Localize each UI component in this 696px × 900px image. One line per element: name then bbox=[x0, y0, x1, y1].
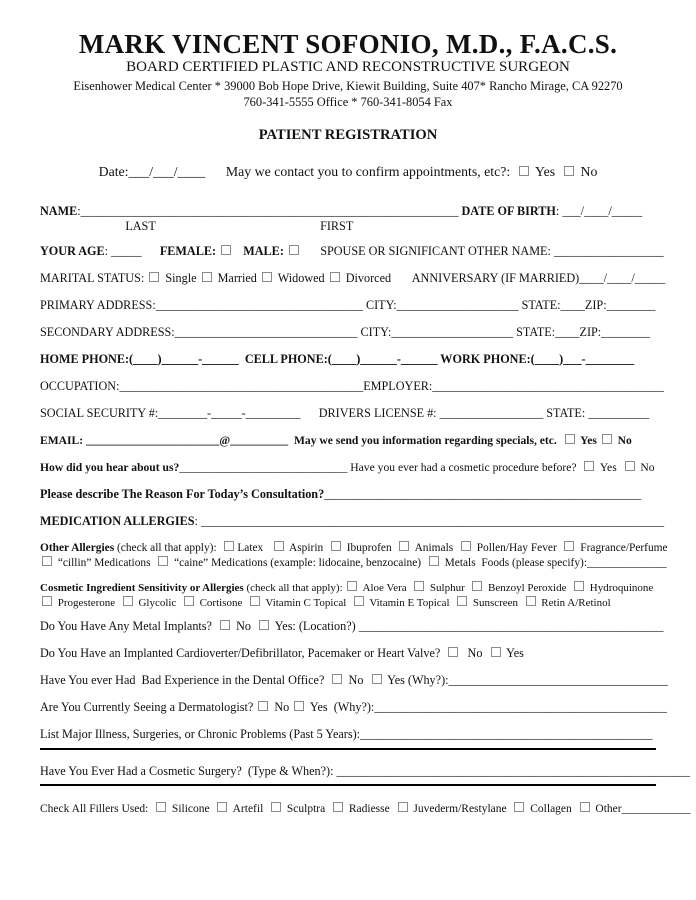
row-primary-address-text-2: CITY: bbox=[362, 298, 397, 312]
row-marital-status-text-12: / bbox=[631, 271, 635, 285]
checkbox-cardio-yes[interactable] bbox=[491, 647, 501, 657]
checkbox-metal-implants-no[interactable] bbox=[220, 620, 230, 630]
row-secondary-address bbox=[40, 325, 656, 340]
checkbox-specials-yes[interactable] bbox=[565, 434, 575, 444]
row-metal-implants bbox=[40, 619, 664, 634]
row-how-hear-blank-1[interactable]: _____________________________ bbox=[179, 461, 348, 474]
row-ssn-text-0: SOCIAL SECURITY #: bbox=[40, 406, 159, 420]
row-medication-allergies-blank-2[interactable]: ____________________________________________________________________________ bbox=[200, 514, 665, 528]
row-name-label-0: NAME bbox=[40, 204, 78, 218]
checkbox-cosmetic-before-no[interactable] bbox=[625, 461, 635, 471]
row-primary-address bbox=[40, 298, 656, 313]
row-your-age-label-0: YOUR AGE bbox=[40, 244, 105, 258]
row-secondary-address-text-2: CITY: bbox=[357, 325, 392, 339]
row-primary-address-blank-5[interactable]: ____ bbox=[560, 298, 585, 312]
row-cosmetic-surgery bbox=[40, 764, 690, 779]
row-cosmetic-allergies-2 bbox=[40, 596, 656, 610]
row-home-phone-text-10: - bbox=[396, 352, 401, 366]
row-other-allergies-1-text-5: Aspirin bbox=[286, 542, 329, 554]
row-your-age-text-9: SPOUSE OR SIGNIFICANT OTHER NAME: bbox=[301, 244, 554, 258]
row-name-blank-10[interactable]: _____ bbox=[611, 204, 643, 218]
row-how-hear-text-4: Yes bbox=[597, 461, 623, 474]
row-ssn-blank-1[interactable]: ________ bbox=[158, 406, 208, 420]
divider-bottom bbox=[40, 784, 656, 786]
row-cosmetic-allergies-1-text-1: (check all that apply): bbox=[243, 582, 346, 594]
row-other-allergies-2-text-3: “caine” Medications (example: lidocaine, benzocaine) bbox=[171, 557, 427, 569]
row-consultation-reason-blank-1[interactable]: ____________________________________________________ bbox=[324, 487, 642, 501]
row-primary-address-text-4: STATE: bbox=[518, 298, 561, 312]
checkbox-derm-no[interactable] bbox=[258, 701, 268, 711]
row-major-illness-text-0: List Major Illness, Surgeries, or Chronic Problems (Past 5 Years): bbox=[40, 727, 361, 741]
row-fillers bbox=[40, 802, 691, 816]
row-email-text-8: No bbox=[614, 434, 632, 447]
form-title: PATIENT REGISTRATION bbox=[258, 127, 438, 143]
row-home-phone-blank-17[interactable]: ________ bbox=[585, 352, 635, 366]
row-marital-status bbox=[40, 271, 666, 286]
row-name-blank-2[interactable]: ______________________________________________________________ bbox=[80, 204, 459, 218]
row-secondary-address-blank-3[interactable]: ____________________ bbox=[391, 325, 514, 339]
checkbox-single[interactable] bbox=[149, 272, 159, 282]
checkbox-silicone[interactable] bbox=[156, 802, 166, 812]
row-other-allergies-1 bbox=[40, 541, 668, 555]
doctor-credentials: BOARD CERTIFIED PLASTIC AND RECONSTRUCTIVE SURGEON bbox=[126, 59, 570, 75]
row-other-allergies-2-blank-6[interactable]: ______________ bbox=[586, 557, 667, 569]
row-name-sublabels bbox=[40, 219, 656, 234]
checkbox-female[interactable] bbox=[221, 245, 231, 255]
row-other-allergies-1-text-13: Fragrance/Perfume bbox=[577, 542, 668, 554]
row-marital-status-text-10: / bbox=[603, 271, 607, 285]
row-how-hear-label-0: How did you hear about us? bbox=[40, 461, 180, 474]
checkbox-married[interactable] bbox=[202, 272, 212, 282]
row-home-phone-blank-11[interactable]: ______ bbox=[400, 352, 438, 366]
row-home-phone-blank-3[interactable]: ______ bbox=[161, 352, 199, 366]
row-date-contact-blank-3[interactable]: ___ bbox=[153, 164, 174, 179]
row-fillers-text-10: Juvederm/Restylane bbox=[410, 803, 513, 815]
row-cardioverter-text-2: No bbox=[461, 646, 489, 660]
row-home-phone bbox=[40, 352, 656, 367]
row-date-contact-text-2: / bbox=[149, 164, 154, 179]
row-consultation-reason bbox=[40, 487, 656, 502]
row-your-age bbox=[40, 244, 664, 259]
checkbox-specials-no[interactable] bbox=[602, 434, 612, 444]
row-cosmetic-allergies-2-text-9: Vitamin E Topical bbox=[366, 597, 456, 609]
checkbox-retin-a-retinol[interactable] bbox=[526, 596, 536, 606]
row-your-age-text-1: : bbox=[104, 244, 112, 258]
checkbox-sunscreen[interactable] bbox=[457, 596, 467, 606]
checkbox-filler-other[interactable] bbox=[580, 802, 590, 812]
row-ssn-blank-7[interactable]: _________________ bbox=[439, 406, 544, 420]
row-home-phone-text-2: ) bbox=[157, 352, 162, 366]
row-name-text-1: : bbox=[77, 204, 81, 218]
row-ssn-text-6: DRIVERS LICENSE #: bbox=[300, 406, 440, 420]
checkbox-hydroquinone[interactable] bbox=[574, 581, 584, 591]
row-cardioverter-text-0: Do You Have an Implanted Cardioverter/Defibrillator, Pacemaker or Heart Valve? bbox=[40, 646, 447, 660]
row-primary-address-text-6: ZIP: bbox=[584, 298, 607, 312]
checkbox-animals[interactable] bbox=[399, 541, 409, 551]
checkbox-contact-no[interactable] bbox=[564, 166, 574, 176]
row-email-blank-1[interactable]: _______________________ bbox=[86, 434, 220, 447]
row-secondary-address-text-4: STATE: bbox=[513, 325, 556, 339]
row-other-allergies-1-text-1: (check all that apply): bbox=[114, 542, 223, 554]
row-home-phone-text-14: ) bbox=[559, 352, 564, 366]
row-marital-status-blank-13[interactable]: _____ bbox=[634, 271, 666, 285]
row-home-phone-blank-15[interactable]: ___ bbox=[563, 352, 582, 366]
row-marital-status-text-6: Widowed bbox=[274, 271, 328, 285]
row-cosmetic-allergies-2-text-13: Retin A/Retinol bbox=[538, 597, 611, 609]
checkbox-contact-yes[interactable] bbox=[519, 166, 529, 176]
row-secondary-address-text-6: ZIP: bbox=[579, 325, 602, 339]
row-metal-implants-blank-5[interactable]: __________________________________________________ bbox=[358, 619, 664, 633]
row-secondary-address-text-0: SECONDARY ADDRESS: bbox=[40, 325, 175, 339]
row-major-illness bbox=[40, 727, 656, 742]
checkbox-vitamin-c-topical[interactable] bbox=[250, 596, 260, 606]
checkbox-divorced[interactable] bbox=[330, 272, 340, 282]
row-your-age-label-7: MALE: bbox=[243, 244, 287, 258]
row-cosmetic-allergies-1-text-3: Aloe Vera bbox=[360, 582, 413, 594]
row-name-sublabels-text-0: LAST FIRST bbox=[40, 219, 354, 233]
row-fillers-text-6: Sculptra bbox=[284, 803, 331, 815]
row-home-phone-blank-13[interactable]: ____ bbox=[534, 352, 560, 366]
row-primary-address-text-0: PRIMARY ADDRESS: bbox=[40, 298, 156, 312]
row-email-text-6: Yes bbox=[577, 434, 600, 447]
row-other-allergies-2-text-1: “cillin” Medications bbox=[55, 557, 157, 569]
row-metal-implants-text-0: Do You Have Any Metal Implants? bbox=[40, 619, 219, 633]
row-occupation-blank-1[interactable]: ________________________________________ bbox=[119, 379, 364, 393]
checkbox-vitamin-e-topical[interactable] bbox=[354, 596, 364, 606]
checkbox-progesterone[interactable] bbox=[42, 596, 52, 606]
row-ssn-blank-5[interactable]: _________ bbox=[245, 406, 301, 420]
checkbox-benzoyl-peroxide[interactable] bbox=[472, 581, 482, 591]
row-dental-experience-text-4: Yes (Why?): bbox=[384, 673, 449, 687]
checkbox-sulphur[interactable] bbox=[414, 581, 424, 591]
row-ssn-text-2: - bbox=[207, 406, 212, 420]
row-home-phone-blank-1[interactable]: ____ bbox=[133, 352, 158, 366]
row-home-phone-text-12: WORK PHONE:( bbox=[437, 352, 535, 366]
row-cardioverter-text-4: Yes bbox=[503, 646, 524, 660]
checkbox-dental-yes[interactable] bbox=[372, 674, 382, 684]
row-marital-status-blank-11[interactable]: ____ bbox=[606, 271, 632, 285]
checkbox-widowed[interactable] bbox=[262, 272, 272, 282]
row-primary-address-blank-7[interactable]: ________ bbox=[606, 298, 656, 312]
row-marital-status-text-4: Married bbox=[214, 271, 260, 285]
row-consultation-reason-label-0: Please describe The Reason For Today’s Consultation? bbox=[40, 487, 325, 501]
row-date-contact-text-0: Date: bbox=[98, 164, 129, 179]
row-cosmetic-allergies-1-text-5: Sulphur bbox=[427, 582, 471, 594]
row-fillers-text-2: Silicone bbox=[169, 803, 216, 815]
row-your-age-label-4: FEMALE: bbox=[159, 244, 220, 258]
row-ssn-text-8: STATE: bbox=[543, 406, 589, 420]
checkbox-juvederm-restylane[interactable] bbox=[398, 802, 408, 812]
row-home-phone-text-4: - bbox=[198, 352, 203, 366]
checkbox-derm-yes[interactable] bbox=[294, 701, 304, 711]
checkbox-aspirin[interactable] bbox=[274, 541, 284, 551]
checkbox-cortisone[interactable] bbox=[184, 596, 194, 606]
row-marital-status-text-0: MARITAL STATUS: bbox=[40, 271, 148, 285]
row-name-text-5: : bbox=[555, 204, 563, 218]
row-medication-allergies-label-0: MEDICATION ALLERGIES bbox=[40, 514, 195, 528]
row-cosmetic-surgery-text-0: Have You Ever Had a Cosmetic Surgery? (Type & When?): bbox=[40, 764, 337, 778]
row-marital-status-blank-9[interactable]: ____ bbox=[579, 271, 604, 285]
checkbox-radiesse[interactable] bbox=[333, 802, 343, 812]
row-cosmetic-allergies-2-text-11: Sunscreen bbox=[470, 597, 524, 609]
row-metal-implants-text-4: Yes: (Location?) bbox=[272, 619, 359, 633]
row-name-text-9: / bbox=[608, 204, 612, 218]
row-dental-experience-text-2: No bbox=[345, 673, 370, 687]
row-dermatologist-blank-5[interactable]: ________________________________________________ bbox=[374, 700, 667, 714]
row-primary-address-blank-3[interactable]: ____________________ bbox=[396, 298, 519, 312]
row-date-contact-text-10: No bbox=[577, 164, 598, 179]
row-date-contact-blank-5[interactable]: ____ bbox=[177, 164, 206, 179]
row-dermatologist-text-4: Yes (Why?): bbox=[307, 700, 375, 714]
checkbox-cillin-medications[interactable] bbox=[42, 556, 52, 566]
row-secondary-address-blank-1[interactable]: ______________________________ bbox=[174, 325, 358, 339]
row-medication-allergies bbox=[40, 514, 665, 529]
row-cosmetic-allergies-1-text-9: Hydroquinone bbox=[587, 582, 654, 594]
row-email-text-2: @ bbox=[219, 434, 231, 447]
checkbox-fragrance-perfume[interactable] bbox=[564, 541, 574, 551]
row-marital-status-text-2: Single bbox=[162, 271, 200, 285]
row-other-allergies-1-text-3: Latex bbox=[237, 542, 272, 554]
row-home-phone-text-8: ) bbox=[356, 352, 361, 366]
row-home-phone-blank-5[interactable]: ______ bbox=[202, 352, 239, 366]
checkbox-metals[interactable] bbox=[429, 556, 439, 566]
row-name-blank-8[interactable]: ____ bbox=[583, 204, 609, 218]
checkbox-sculptra[interactable] bbox=[271, 802, 281, 812]
row-cosmetic-allergies-2-text-7: Vitamin C Topical bbox=[262, 597, 352, 609]
row-home-phone-text-16: - bbox=[581, 352, 586, 366]
row-other-allergies-1-text-9: Animals bbox=[412, 542, 459, 554]
form-body bbox=[40, 163, 691, 816]
row-name-blank-6[interactable]: ___ bbox=[562, 204, 581, 218]
row-name-text-7: / bbox=[580, 204, 584, 218]
row-dental-experience-blank-5[interactable]: ____________________________________ bbox=[448, 673, 668, 687]
row-ssn-text-4: - bbox=[241, 406, 246, 420]
doctor-name: MARK VINCENT SOFONIO, M.D., F.A.C.S. bbox=[78, 29, 618, 59]
row-cosmetic-allergies-2-text-1: Progesterone bbox=[55, 597, 121, 609]
checkbox-dental-no[interactable] bbox=[332, 674, 342, 684]
row-ssn-blank-3[interactable]: _____ bbox=[211, 406, 242, 420]
checkbox-metal-implants-yes[interactable] bbox=[259, 620, 269, 630]
row-fillers-text-8: Radiesse bbox=[345, 803, 396, 815]
row-home-phone-blank-9[interactable]: ______ bbox=[360, 352, 397, 366]
row-email-text-0: EMAIL: bbox=[40, 434, 87, 447]
row-cardioverter bbox=[40, 646, 656, 661]
row-cosmetic-allergies-1-label-0: Cosmetic Ingredient Sensitivity or Allergies bbox=[40, 582, 244, 594]
row-ssn bbox=[40, 406, 656, 421]
row-other-allergies-1-text-11: Pollen/Hay Fever bbox=[473, 542, 563, 554]
row-cosmetic-surgery-blank-1[interactable]: __________________________________________________________ bbox=[336, 764, 690, 778]
row-how-hear-text-2: Have you ever had a cosmetic procedure before? bbox=[347, 461, 583, 474]
row-fillers-text-14: Other bbox=[592, 803, 622, 815]
divider-top bbox=[40, 748, 656, 750]
row-dermatologist bbox=[40, 700, 667, 715]
row-date-contact-text-8: Yes bbox=[532, 164, 563, 179]
row-date-contact-text-4: / bbox=[173, 164, 178, 179]
row-fillers-text-12: Collagen bbox=[527, 803, 578, 815]
checkbox-latex[interactable] bbox=[224, 541, 234, 551]
row-how-hear bbox=[40, 460, 656, 475]
row-ssn-blank-9[interactable]: __________ bbox=[588, 406, 650, 420]
office-phones: 760-341-5555 Office * 760-341-8054 Fax bbox=[243, 95, 453, 109]
row-other-allergies-2 bbox=[40, 556, 667, 570]
row-occupation-text-2: EMPLOYER: bbox=[363, 379, 433, 393]
row-cosmetic-allergies-1 bbox=[40, 581, 656, 595]
row-occupation-text-0: OCCUPATION: bbox=[40, 379, 120, 393]
row-home-phone-blank-7[interactable]: ____ bbox=[331, 352, 357, 366]
row-home-phone-text-0: HOME PHONE:( bbox=[40, 352, 134, 366]
row-occupation bbox=[40, 379, 664, 394]
row-your-age-blank-2[interactable]: _____ bbox=[111, 244, 142, 258]
office-address: Eisenhower Medical Center * 39000 Bob Hope Drive, Kiewit Building, Suite 407* Rancho Mirage, CA 92270 bbox=[73, 79, 623, 93]
row-date-contact bbox=[40, 163, 656, 180]
row-other-allergies-2-text-5: Metals Foods (please specify): bbox=[441, 557, 587, 569]
row-your-age-text-6 bbox=[234, 244, 243, 258]
row-other-allergies-1-text-7: Ibuprofen bbox=[343, 542, 398, 554]
row-email bbox=[40, 433, 656, 448]
row-email-text-4: May we send you information regarding specials, etc. bbox=[288, 434, 563, 447]
checkbox-collagen[interactable] bbox=[514, 802, 524, 812]
checkbox-cosmetic-before-yes[interactable] bbox=[584, 461, 594, 471]
checkbox-pollen-hay-fever[interactable] bbox=[461, 541, 471, 551]
row-occupation-blank-3[interactable]: ______________________________________ bbox=[432, 379, 664, 393]
row-primary-address-blank-1[interactable]: __________________________________ bbox=[155, 298, 363, 312]
row-fillers-text-4: Artefil bbox=[230, 803, 270, 815]
row-dermatologist-text-0: Are You Currently Seeing a Dermatologist? bbox=[40, 700, 257, 714]
row-medication-allergies-text-1: : bbox=[194, 514, 201, 528]
row-home-phone-text-6: CELL PHONE:( bbox=[238, 352, 332, 366]
row-secondary-address-blank-7[interactable]: ________ bbox=[601, 325, 650, 339]
row-dental-experience bbox=[40, 673, 668, 688]
checkbox-caine-medications[interactable] bbox=[158, 556, 168, 566]
row-fillers-blank-15[interactable]: ____________ bbox=[621, 803, 691, 815]
row-cosmetic-allergies-2-text-5: Cortisone bbox=[196, 597, 248, 609]
checkbox-glycolic[interactable] bbox=[123, 596, 133, 606]
row-date-contact-text-6: May we contact you to confirm appointments, etc?: bbox=[205, 164, 518, 179]
row-your-age-text-3 bbox=[142, 244, 160, 258]
checkbox-artefil[interactable] bbox=[217, 802, 227, 812]
row-dental-experience-text-0: Have You ever Had Bad Experience in the Dental Office? bbox=[40, 673, 331, 687]
row-cosmetic-allergies-1-text-7: Benzoyl Peroxide bbox=[485, 582, 572, 594]
row-dermatologist-text-2: No bbox=[271, 700, 293, 714]
row-name-label-4: DATE OF BIRTH bbox=[461, 204, 556, 218]
row-fillers-text-0: Check All Fillers Used: bbox=[40, 803, 155, 815]
row-email-blank-3[interactable]: __________ bbox=[230, 434, 289, 447]
row-secondary-address-blank-5[interactable]: ____ bbox=[555, 325, 580, 339]
row-major-illness-blank-1[interactable]: ________________________________________________ bbox=[360, 727, 653, 741]
row-other-allergies-1-label-0: Other Allergies bbox=[40, 542, 115, 554]
row-metal-implants-text-2: No bbox=[233, 619, 258, 633]
checkbox-cardio-no[interactable] bbox=[448, 647, 458, 657]
checkbox-male[interactable] bbox=[289, 245, 299, 255]
checkbox-ibuprofen[interactable] bbox=[331, 541, 341, 551]
row-how-hear-text-6: No bbox=[637, 461, 655, 474]
row-name bbox=[40, 204, 656, 219]
row-date-contact-blank-1[interactable]: ___ bbox=[128, 164, 150, 179]
row-marital-status-text-8: Divorced ANNIVERSARY (IF MARRIED) bbox=[342, 271, 580, 285]
row-your-age-blank-10[interactable]: __________________ bbox=[553, 244, 664, 258]
row-cosmetic-allergies-2-text-3: Glycolic bbox=[135, 597, 182, 609]
checkbox-aloe-vera[interactable] bbox=[347, 581, 357, 591]
